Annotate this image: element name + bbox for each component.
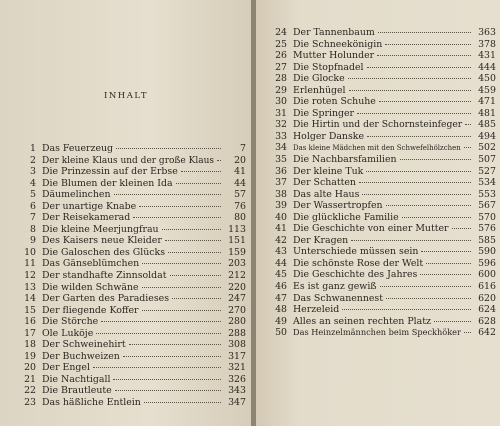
toc-entry: [19, 224, 246, 236]
toc-entry: [19, 282, 246, 294]
dot-leader: [386, 297, 471, 299]
toc-list-left: [19, 143, 246, 409]
toc-entry: [19, 385, 246, 397]
entry-title: Die Glocke: [293, 73, 345, 85]
dot-leader: [123, 355, 221, 357]
dot-leader: [168, 251, 221, 253]
toc-entry: [270, 258, 496, 270]
entry-title: Herzeleid: [293, 304, 340, 316]
entry-title: Der standhafte Zinnsoldat: [42, 270, 167, 282]
entry-page-number: 570: [478, 211, 496, 223]
entry-number: 35: [275, 154, 287, 166]
dot-leader: [144, 401, 221, 403]
entry-title: Der kleine Tuk: [293, 165, 364, 177]
toc-entry: [270, 62, 496, 74]
entry-number: 15: [24, 304, 36, 316]
dot-leader: [357, 112, 471, 114]
dot-leader: [380, 285, 471, 287]
toc-entry: [270, 119, 496, 131]
entry-title: Die Blumen der kleinen Ida: [42, 177, 173, 189]
entry-title: Es ist ganz gewiß: [293, 281, 377, 293]
toc-entry: [270, 189, 496, 201]
entry-title: Die Nachtigall: [42, 373, 111, 385]
entry-title: Der kleine Klaus und der große Klaus: [42, 155, 214, 166]
entry-title: Holger Danske: [293, 130, 365, 142]
entry-page-number: 590: [478, 246, 496, 258]
entry-title: Das Gänseblümchen: [42, 258, 140, 270]
dot-leader: [142, 309, 221, 311]
toc-entry: [270, 281, 496, 293]
entry-page-number: 481: [478, 107, 496, 119]
entry-title: Der Tannenbaum: [293, 27, 375, 38]
dot-leader: [367, 66, 471, 68]
entry-page-number: 567: [478, 200, 496, 212]
dot-leader: [101, 320, 221, 322]
entry-page-number: 44: [234, 177, 246, 189]
entry-title: Der fliegende Koffer: [42, 304, 139, 316]
entry-page-number: 212: [228, 270, 246, 282]
dot-leader: [465, 123, 471, 125]
entry-title: Des Kaisers neue Kleider: [42, 235, 162, 247]
entry-number: 22: [24, 385, 36, 397]
entry-number: 13: [24, 281, 36, 293]
entry-page-number: 113: [228, 223, 246, 235]
toc-entry: [19, 305, 246, 317]
toc-entry: [19, 189, 246, 201]
entry-number: 11: [24, 258, 36, 270]
entry-title: Der unartige Knabe: [42, 200, 137, 212]
entry-title: Alles an seinen rechten Platz: [293, 315, 431, 327]
entry-title: Die Nachbarsfamilien: [293, 154, 397, 166]
dot-leader: [349, 89, 471, 91]
entry-page-number: 507: [478, 154, 496, 166]
entry-number: 8: [30, 223, 36, 235]
entry-number: 3: [30, 166, 36, 178]
entry-title: Der Garten des Paradieses: [42, 293, 170, 305]
entry-number: 49: [275, 315, 287, 327]
dot-leader: [400, 158, 471, 160]
entry-number: 5: [30, 189, 36, 201]
entry-title: Das häßliche Entlein: [42, 397, 141, 409]
entry-page-number: 485: [478, 119, 496, 131]
entry-number: 16: [24, 316, 36, 328]
entry-title: Unterschiede müssen sein: [293, 246, 419, 258]
toc-entry: [270, 235, 496, 247]
dot-leader: [367, 135, 471, 137]
entry-number: 47: [275, 292, 287, 304]
entry-number: 23: [24, 397, 36, 409]
toc-entry: [270, 39, 496, 51]
toc-list-right: [270, 27, 496, 339]
dot-leader: [366, 170, 471, 172]
entry-number: 14: [24, 293, 36, 305]
entry-title: Der Kragen: [293, 234, 349, 246]
entry-number: 31: [275, 107, 287, 119]
entry-title: Die wilden Schwäne: [42, 281, 139, 293]
dot-leader: [421, 250, 471, 252]
entry-number: 1: [30, 143, 36, 154]
entry-title: Erlenhügel: [293, 84, 346, 96]
entry-number: 28: [275, 73, 287, 85]
entry-number: 50: [275, 327, 287, 339]
entry-number: 43: [275, 246, 287, 258]
entry-page-number: 628: [478, 315, 496, 327]
entry-page-number: 459: [478, 84, 496, 96]
entry-number: 17: [24, 327, 36, 339]
entry-title: Die schönste Rose der Welt: [293, 257, 424, 269]
dot-leader: [379, 100, 471, 102]
entry-number: 24: [275, 27, 287, 38]
entry-number: 30: [275, 96, 287, 108]
entry-title: Die Springer: [293, 107, 355, 119]
entry-page-number: 76: [234, 200, 246, 212]
entry-number: 4: [30, 177, 36, 189]
entry-page-number: 378: [478, 38, 496, 50]
entry-number: 19: [24, 350, 36, 362]
entry-number: 45: [275, 269, 287, 281]
dot-leader: [129, 343, 221, 345]
entry-title: Ole Luköje: [42, 327, 94, 339]
entry-page-number: 321: [228, 362, 246, 374]
dot-leader: [93, 366, 221, 368]
entry-page-number: 494: [478, 130, 496, 142]
toc-entry: [270, 177, 496, 189]
dot-leader: [170, 274, 221, 276]
toc-entry: [19, 397, 246, 409]
entry-page-number: 576: [478, 223, 496, 235]
toc-entry: [19, 212, 246, 224]
entry-page-number: 502: [478, 142, 496, 154]
entry-number: 44: [275, 257, 287, 269]
entry-title: Der Engel: [42, 362, 90, 374]
dot-leader: [113, 378, 221, 380]
toc-entry: [19, 316, 246, 328]
dot-leader: [217, 159, 221, 161]
entry-number: 33: [275, 130, 287, 142]
entry-title: Der Wassertropfen: [293, 200, 383, 212]
dot-leader: [464, 331, 471, 333]
entry-title: Die Stopfnadel: [293, 61, 364, 73]
toc-entry: [270, 166, 496, 178]
entry-page-number: 600: [478, 269, 496, 281]
entry-page-number: 308: [228, 339, 246, 351]
dot-leader: [362, 193, 471, 195]
entry-page-number: 57: [234, 189, 246, 201]
entry-title: Die Hirtin und der Schornsteinfeger: [293, 119, 463, 131]
entry-page-number: 159: [228, 246, 246, 258]
entry-number: 38: [275, 188, 287, 200]
entry-number: 7: [30, 212, 36, 224]
toc-entry: [270, 269, 496, 281]
dot-leader: [142, 286, 221, 288]
entry-title: Die glückliche Familie: [293, 211, 399, 223]
dot-leader: [386, 204, 471, 206]
entry-page-number: 527: [478, 165, 496, 177]
entry-page-number: 642: [478, 327, 496, 339]
entry-title: Mutter Holunder: [293, 50, 375, 62]
toc-entry: [19, 351, 246, 363]
entry-number: 18: [24, 339, 36, 351]
dot-leader: [420, 273, 471, 275]
toc-entry: [19, 143, 246, 155]
dot-leader: [434, 320, 471, 322]
entry-page-number: 203: [228, 258, 246, 270]
dot-leader: [176, 182, 221, 184]
dot-leader: [115, 389, 221, 391]
entry-number: 20: [24, 362, 36, 374]
entry-page-number: 288: [228, 327, 246, 339]
entry-title: Die Geschichte von einer Mutter: [293, 223, 449, 235]
toc-entry: [270, 142, 496, 154]
page-heading: INHALT: [104, 91, 148, 101]
entry-title: Die Schneekönigin: [293, 38, 383, 50]
dot-leader: [385, 43, 471, 45]
entry-number: 41: [275, 223, 287, 235]
entry-number: 48: [275, 304, 287, 316]
toc-entry: [270, 246, 496, 258]
dot-leader: [96, 332, 221, 334]
entry-page-number: 326: [228, 373, 246, 385]
toc-entry: [19, 328, 246, 340]
entry-title: Das Heinzelmännchen beim Speckhöker: [293, 327, 461, 338]
toc-entry: [270, 293, 496, 305]
entry-title: Die Geschichte des Jahres: [293, 269, 418, 281]
toc-entry: [270, 200, 496, 212]
entry-number: 2: [30, 154, 36, 166]
toc-entry: [270, 316, 496, 328]
entry-title: Das Feuerzeug: [42, 143, 114, 154]
dot-leader: [452, 227, 471, 229]
entry-title: Die Störche: [42, 316, 99, 328]
dot-leader: [377, 54, 471, 56]
dot-leader: [348, 77, 471, 79]
entry-page-number: 41: [234, 166, 246, 178]
entry-number: 42: [275, 234, 287, 246]
dot-leader: [116, 147, 221, 149]
dot-leader: [142, 262, 221, 264]
dot-leader: [342, 308, 471, 310]
entry-title: Das alte Haus: [293, 188, 360, 200]
dot-leader: [172, 297, 221, 299]
dot-leader: [114, 193, 222, 195]
entry-number: 27: [275, 61, 287, 73]
entry-title: Der Schatten: [293, 177, 356, 189]
right-page: [256, 0, 500, 426]
entry-number: 10: [24, 246, 36, 258]
toc-entry: [19, 166, 246, 178]
toc-entry: [19, 258, 246, 270]
toc-entry: [19, 155, 246, 167]
entry-number: 40: [275, 211, 287, 223]
toc-entry: [270, 27, 496, 39]
entry-page-number: 317: [228, 350, 246, 362]
entry-page-number: 247: [228, 293, 246, 305]
toc-entry: [19, 235, 246, 247]
entry-number: 34: [275, 142, 287, 154]
entry-title: Die kleine Meerjungfrau: [42, 223, 159, 235]
entry-number: 32: [275, 119, 287, 131]
toc-entry: [19, 247, 246, 259]
entry-number: 46: [275, 281, 287, 293]
toc-entry: [270, 304, 496, 316]
toc-entry: [19, 270, 246, 282]
entry-page-number: 616: [478, 281, 496, 293]
entry-page-number: 620: [478, 292, 496, 304]
dot-leader: [359, 181, 471, 183]
dot-leader: [181, 170, 221, 172]
entry-page-number: 596: [478, 257, 496, 269]
dot-leader: [378, 31, 471, 33]
entry-page-number: 220: [228, 281, 246, 293]
entry-page-number: 534: [478, 177, 496, 189]
entry-number: 6: [30, 200, 36, 212]
entry-page-number: 444: [478, 61, 496, 73]
toc-entry: [19, 178, 246, 190]
dot-leader: [162, 228, 221, 230]
entry-title: Der Reisekamerad: [42, 212, 131, 224]
entry-page-number: 20: [234, 154, 246, 166]
toc-entry: [19, 201, 246, 213]
entry-page-number: 7: [240, 143, 246, 154]
entry-page-number: 343: [228, 385, 246, 397]
entry-page-number: 450: [478, 73, 496, 85]
entry-number: 26: [275, 50, 287, 62]
toc-entry: [270, 85, 496, 97]
toc-entry: [19, 293, 246, 305]
entry-number: 21: [24, 373, 36, 385]
toc-entry: [270, 223, 496, 235]
entry-number: 25: [275, 38, 287, 50]
entry-page-number: 624: [478, 304, 496, 316]
entry-title: Die Brautleute: [42, 385, 112, 397]
entry-page-number: 80: [234, 212, 246, 224]
dot-leader: [464, 146, 471, 148]
toc-entry: [19, 362, 246, 374]
entry-page-number: 553: [478, 188, 496, 200]
entry-number: 9: [30, 235, 36, 247]
entry-page-number: 151: [228, 235, 246, 247]
entry-title: Das Schwanennest: [293, 292, 384, 304]
entry-title: Der Buchweizen: [42, 350, 120, 362]
entry-page-number: 280: [228, 316, 246, 328]
dot-leader: [139, 205, 221, 207]
entry-number: 39: [275, 200, 287, 212]
dot-leader: [133, 216, 221, 218]
dot-leader: [426, 262, 471, 264]
entry-title: Däumelinchen: [42, 189, 111, 201]
toc-entry: [19, 374, 246, 386]
entry-page-number: 585: [478, 234, 496, 246]
toc-entry: [270, 212, 496, 224]
dot-leader: [351, 239, 471, 241]
entry-page-number: 471: [478, 96, 496, 108]
entry-number: 37: [275, 177, 287, 189]
entry-number: 36: [275, 165, 287, 177]
entry-number: 12: [24, 270, 36, 282]
toc-entry: [270, 50, 496, 62]
entry-page-number: 431: [478, 50, 496, 62]
entry-page-number: 270: [228, 304, 246, 316]
entry-title: Der Schweinehirt: [42, 339, 126, 351]
entry-title: Die roten Schuhe: [293, 96, 376, 108]
toc-entry: [270, 96, 496, 108]
toc-entry: [19, 339, 246, 351]
dot-leader: [402, 216, 471, 218]
toc-entry: [270, 154, 496, 166]
dot-leader: [165, 239, 221, 241]
toc-entry: [270, 73, 496, 85]
toc-entry: [270, 327, 496, 339]
entry-title: Das kleine Mädchen mit den Schwefelhölzchen: [293, 144, 461, 153]
entry-title: Die Prinzessin auf der Erbse: [42, 166, 178, 178]
entry-page-number: 347: [228, 397, 246, 409]
entry-page-number: 363: [478, 27, 496, 38]
entry-number: 29: [275, 84, 287, 96]
toc-entry: [270, 131, 496, 143]
toc-entry: [270, 108, 496, 120]
entry-title: Die Galoschen des Glücks: [42, 246, 166, 258]
